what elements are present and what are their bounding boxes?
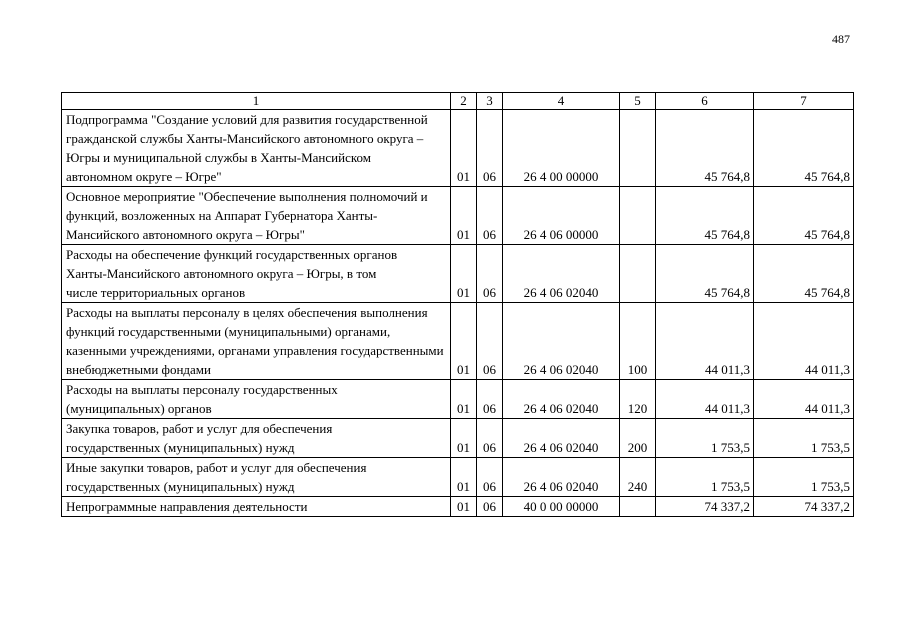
row-section: 01: [451, 458, 477, 497]
table-row: [62, 187, 854, 245]
row-amount-2: 45 764,8: [754, 187, 854, 245]
row-name: [62, 419, 451, 458]
table-row: [62, 380, 854, 419]
row-name: [62, 458, 451, 497]
header-row: [62, 93, 854, 110]
budget-table: [61, 92, 854, 517]
row-name: [62, 497, 451, 517]
row-amount-2: 44 011,3: [754, 380, 854, 419]
col-header-target-article: 4: [503, 93, 620, 110]
row-section: 01: [451, 187, 477, 245]
row-amount-1: 1 753,5: [656, 458, 754, 497]
row-name-text: Расходы на обеспечение функций государственных органов Ханты-Мансийского автономного округа – Югры, в том числе территориальных органов: [66, 247, 398, 300]
row-expense-type: 200: [620, 419, 656, 458]
col-header-amount-1: 6: [656, 93, 754, 110]
row-expense-type: [620, 245, 656, 303]
row-section: 01: [451, 419, 477, 458]
row-name: [62, 380, 451, 419]
row-target-article: 40 0 00 00000: [503, 497, 620, 517]
table-row: [62, 419, 854, 458]
row-name-text: Расходы на выплаты персоналу государственных (муниципальных) органов: [66, 382, 338, 416]
table-row: [62, 110, 854, 187]
col-header-name: 1: [62, 93, 451, 110]
row-subsection: 06: [477, 187, 503, 245]
row-name: [62, 110, 451, 187]
col-header-section: 2: [451, 93, 477, 110]
row-expense-type: [620, 110, 656, 187]
row-expense-type: 120: [620, 380, 656, 419]
row-expense-type: 240: [620, 458, 656, 497]
row-amount-2: 44 011,3: [754, 303, 854, 380]
row-amount-1: 44 011,3: [656, 380, 754, 419]
row-amount-1: 1 753,5: [656, 419, 754, 458]
table-row: [62, 497, 854, 517]
row-name-text: Основное мероприятие "Обеспечение выполнения полномочий и функций, возложенных на Аппарат Губернатора Ханты-Мансийского автономного округа – Югры": [66, 189, 428, 242]
row-expense-type: 100: [620, 303, 656, 380]
row-section: 01: [451, 497, 477, 517]
row-subsection: 06: [477, 303, 503, 380]
row-name-text: Закупка товаров, работ и услуг для обеспечения государственных (муниципальных) нужд: [66, 421, 333, 455]
row-section: 01: [451, 245, 477, 303]
row-section: 01: [451, 303, 477, 380]
col-header-subsection: 3: [477, 93, 503, 110]
row-amount-2: 45 764,8: [754, 245, 854, 303]
row-amount-2: 74 337,2: [754, 497, 854, 517]
row-section: 01: [451, 380, 477, 419]
row-name: [62, 187, 451, 245]
row-target-article: 26 4 06 02040: [503, 245, 620, 303]
row-name: [62, 245, 451, 303]
row-amount-2: 1 753,5: [754, 458, 854, 497]
row-subsection: 06: [477, 110, 503, 187]
row-section: 01: [451, 110, 477, 187]
row-subsection: 06: [477, 458, 503, 497]
row-amount-1: 74 337,2: [656, 497, 754, 517]
row-amount-2: 45 764,8: [754, 110, 854, 187]
table-row: [62, 458, 854, 497]
row-amount-2: 1 753,5: [754, 419, 854, 458]
row-amount-1: 45 764,8: [656, 110, 754, 187]
table-row: [62, 303, 854, 380]
row-target-article: 26 4 06 00000: [503, 187, 620, 245]
row-name-text: Расходы на выплаты персоналу в целях обеспечения выполнения функций государственными (муниципальными) органами, казенными учреждениями, органами управления государственными внебюджетными фондами: [66, 305, 444, 377]
row-expense-type: [620, 187, 656, 245]
row-target-article: 26 4 06 02040: [503, 303, 620, 380]
row-subsection: 06: [477, 497, 503, 517]
col-header-expense-type: 5: [620, 93, 656, 110]
row-amount-1: 44 011,3: [656, 303, 754, 380]
row-target-article: 26 4 00 00000: [503, 110, 620, 187]
row-subsection: 06: [477, 245, 503, 303]
page-number: 487: [832, 32, 850, 46]
row-amount-1: 45 764,8: [656, 245, 754, 303]
table-row: [62, 245, 854, 303]
row-name-text: Непрограммные направления деятельности: [66, 499, 308, 514]
row-name-text: Иные закупки товаров, работ и услуг для обеспечения государственных (муниципальных) нужд: [66, 460, 367, 494]
row-expense-type: [620, 497, 656, 517]
col-header-amount-2: 7: [754, 93, 854, 110]
row-subsection: 06: [477, 419, 503, 458]
row-target-article: 26 4 06 02040: [503, 419, 620, 458]
row-name-text: Подпрограмма "Создание условий для развития государственной гражданской службы Ханты-Мансийского автономного округа – Югры и муниципальной службы в Ханты-Мансийском автономном округе – Югре": [66, 112, 428, 184]
row-target-article: 26 4 06 02040: [503, 458, 620, 497]
row-amount-1: 45 764,8: [656, 187, 754, 245]
row-subsection: 06: [477, 380, 503, 419]
row-target-article: 26 4 06 02040: [503, 380, 620, 419]
row-name: [62, 303, 451, 380]
